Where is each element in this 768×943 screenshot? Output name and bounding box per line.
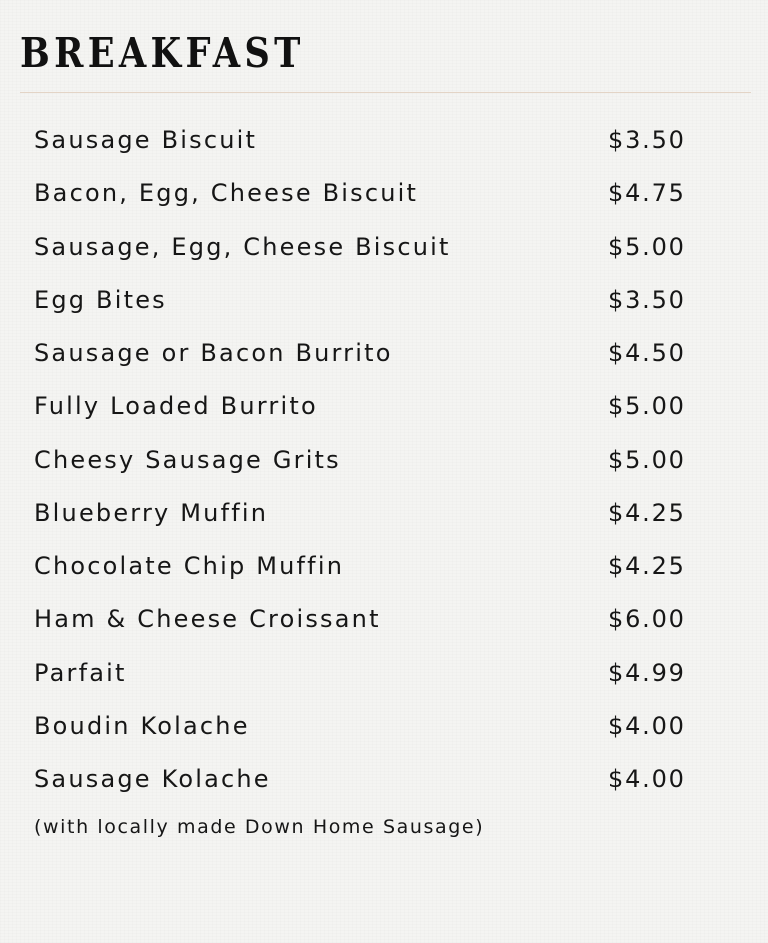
menu-item-name: Cheesy Sausage Grits (34, 445, 341, 474)
menu-item-price: $4.00 (608, 711, 686, 740)
menu-item (0, 540, 768, 593)
menu-item-name: Boudin Kolache (34, 711, 250, 740)
menu-item (0, 221, 768, 274)
menu-item-name: Bacon, Egg, Cheese Biscuit (34, 179, 419, 208)
menu-item-name: Sausage, Egg, Cheese Biscuit (34, 232, 451, 261)
menu-item-price: $5.00 (608, 232, 686, 261)
menu-item-price: $4.25 (608, 498, 686, 527)
menu-item (0, 593, 768, 646)
menu-item (0, 700, 768, 753)
menu-item-name: Parfait (34, 658, 127, 687)
menu-item-name: Sausage Kolache (34, 765, 271, 793)
title-divider (20, 92, 751, 93)
menu-item-price: $5.00 (608, 445, 686, 474)
menu-item-price: $5.00 (608, 392, 686, 421)
menu-item-price: $6.00 (608, 605, 686, 634)
menu-item-price: $4.25 (608, 552, 686, 580)
menu-item-list (0, 114, 768, 806)
menu-title: BREAKFAST (20, 29, 305, 77)
menu-item-price: $4.75 (608, 179, 686, 208)
sausage-note: (with locally made Down Home Sausage) (34, 816, 485, 838)
menu-item (0, 753, 768, 806)
menu-item-name: Blueberry Muffin (34, 498, 269, 527)
menu-item-name: Sausage or Bacon Burrito (34, 339, 393, 367)
menu-item-name: Chocolate Chip Muffin (34, 552, 345, 580)
menu-item (0, 380, 768, 433)
menu-item (0, 327, 768, 380)
menu-item-price: $4.00 (608, 765, 686, 793)
menu-item-name: Ham & Cheese Croissant (34, 605, 381, 634)
menu-item (0, 274, 768, 327)
menu-item (0, 487, 768, 540)
menu-item (0, 114, 768, 167)
menu-item (0, 434, 768, 487)
menu-item-price: $4.99 (608, 658, 686, 687)
menu-item-price: $3.50 (608, 285, 686, 314)
menu-item-price: $3.50 (608, 126, 686, 154)
menu-item-price: $4.50 (608, 339, 686, 367)
menu-item-name: Fully Loaded Burrito (34, 392, 318, 421)
menu-item-name: Sausage Biscuit (34, 126, 258, 154)
menu-item (0, 647, 768, 700)
menu-item-name: Egg Bites (34, 285, 167, 314)
menu-item (0, 167, 768, 220)
